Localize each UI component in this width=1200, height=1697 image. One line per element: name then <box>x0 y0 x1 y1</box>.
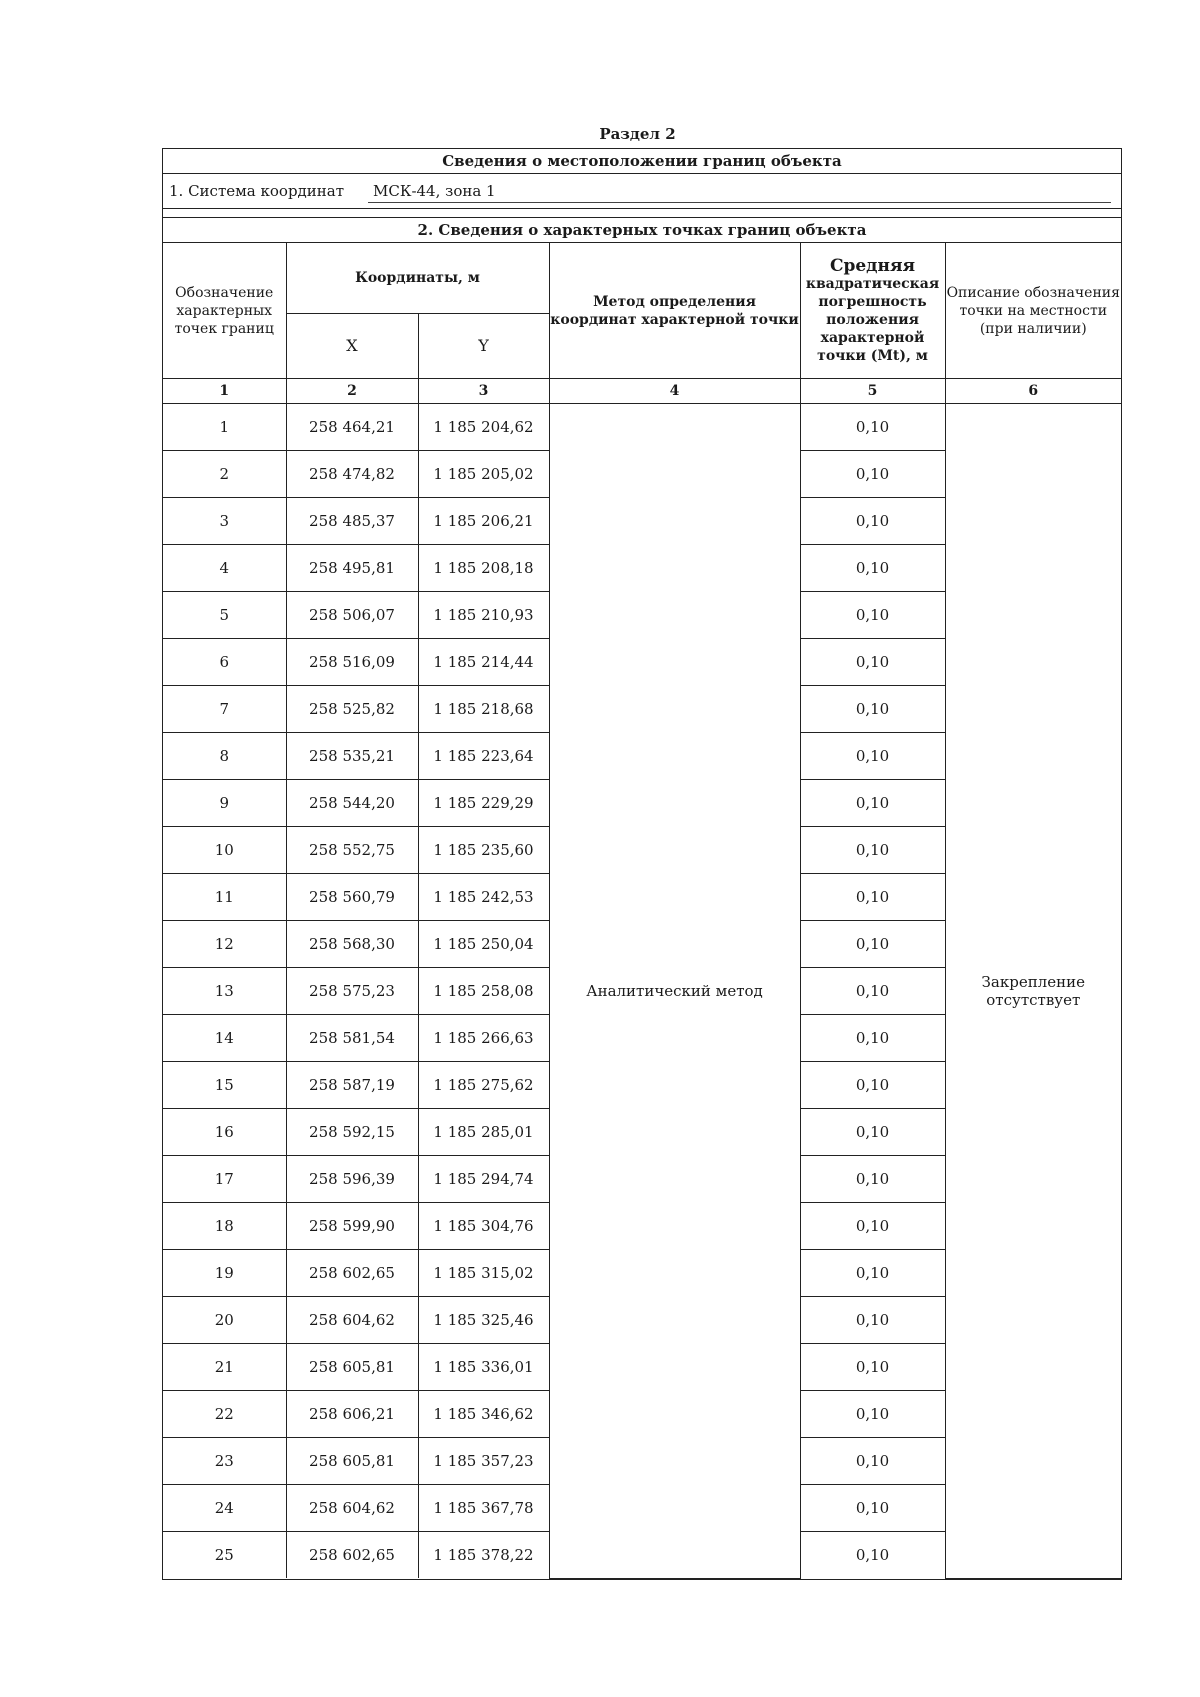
y-coordinate-cell: 1 185 294,74 <box>418 1156 549 1203</box>
point-number-cell: 11 <box>163 874 286 921</box>
y-coordinate-cell: 1 185 336,01 <box>418 1344 549 1391</box>
y-coordinate-cell: 1 185 285,01 <box>418 1109 549 1156</box>
y-coordinate-cell: 1 185 223,64 <box>418 733 549 780</box>
mean-error-cell: 0,10 <box>800 1438 945 1485</box>
point-number-cell: 17 <box>163 1156 286 1203</box>
y-coordinate-cell: 1 185 367,78 <box>418 1485 549 1532</box>
y-coordinate-cell: 1 185 325,46 <box>418 1297 549 1344</box>
point-number-cell: 3 <box>163 498 286 545</box>
mean-error-cell: 0,10 <box>800 1015 945 1062</box>
col-number: 6 <box>945 379 1121 404</box>
mean-error-cell: 0,10 <box>800 1250 945 1297</box>
x-coordinate-cell: 258 596,39 <box>286 1156 418 1203</box>
point-number-cell: 8 <box>163 733 286 780</box>
col-number: 4 <box>549 379 800 404</box>
mean-error-cell: 0,10 <box>800 733 945 780</box>
x-coordinate-cell: 258 604,62 <box>286 1485 418 1532</box>
point-number-cell: 19 <box>163 1250 286 1297</box>
coordinate-system-row <box>163 174 1121 209</box>
value-underline <box>368 202 1111 203</box>
y-coordinate-cell: 1 185 208,18 <box>418 545 549 592</box>
x-coordinate-cell: 258 599,90 <box>286 1203 418 1250</box>
point-number-cell: 2 <box>163 451 286 498</box>
x-coordinate-cell: 258 592,15 <box>286 1109 418 1156</box>
y-coordinate-cell: 1 185 315,02 <box>418 1250 549 1297</box>
y-coordinate-cell: 1 185 242,53 <box>418 874 549 921</box>
y-coordinate-cell: 1 185 250,04 <box>418 921 549 968</box>
method-cell: Аналитический метод <box>549 404 800 1579</box>
x-coordinate-cell: 258 602,65 <box>286 1532 418 1579</box>
col-number: 5 <box>800 379 945 404</box>
header-method: Метод определения координат характерной точки <box>549 243 800 379</box>
mean-error-cell: 0,10 <box>800 404 945 451</box>
x-coordinate-cell: 258 575,23 <box>286 968 418 1015</box>
point-number-cell: 5 <box>163 592 286 639</box>
y-coordinate-cell: 1 185 378,22 <box>418 1532 549 1579</box>
col-number: 1 <box>163 379 286 404</box>
point-number-cell: 24 <box>163 1485 286 1532</box>
table-row <box>163 404 1121 451</box>
x-coordinate-cell: 258 560,79 <box>286 874 418 921</box>
y-coordinate-cell: 1 185 204,62 <box>418 404 549 451</box>
x-coordinate-cell: 258 464,21 <box>286 404 418 451</box>
x-coordinate-cell: 258 474,82 <box>286 451 418 498</box>
mean-error-cell: 0,10 <box>800 498 945 545</box>
x-coordinate-cell: 258 606,21 <box>286 1391 418 1438</box>
mean-error-cell: 0,10 <box>800 1391 945 1438</box>
y-coordinate-cell: 1 185 275,62 <box>418 1062 549 1109</box>
mean-error-cell: 0,10 <box>800 968 945 1015</box>
mean-error-cell: 0,10 <box>800 1109 945 1156</box>
x-coordinate-cell: 258 535,21 <box>286 733 418 780</box>
y-coordinate-cell: 1 185 346,62 <box>418 1391 549 1438</box>
coordinate-system-label: 1. Система координат <box>169 182 345 200</box>
section-heading: Раздел 2 <box>599 125 676 143</box>
y-coordinate-cell: 1 185 218,68 <box>418 686 549 733</box>
col-number: 3 <box>418 379 549 404</box>
point-number-cell: 23 <box>163 1438 286 1485</box>
point-number-cell: 10 <box>163 827 286 874</box>
mean-error-cell: 0,10 <box>800 686 945 733</box>
point-number-cell: 15 <box>163 1062 286 1109</box>
y-coordinate-cell: 1 185 357,23 <box>418 1438 549 1485</box>
sheet-title: Сведения о местоположении границ объекта <box>163 149 1121 174</box>
mean-error-cell: 0,10 <box>800 1485 945 1532</box>
point-number-cell: 14 <box>163 1015 286 1062</box>
y-coordinate-cell: 1 185 214,44 <box>418 639 549 686</box>
coordinate-system-value: МСК-44, зона 1 <box>373 182 496 200</box>
mean-error-cell: 0,10 <box>800 451 945 498</box>
x-coordinate-cell: 258 516,09 <box>286 639 418 686</box>
y-coordinate-cell: 1 185 304,76 <box>418 1203 549 1250</box>
point-number-cell: 25 <box>163 1532 286 1579</box>
y-coordinate-cell: 1 185 235,60 <box>418 827 549 874</box>
header-coordinates: Координаты, м <box>286 243 549 314</box>
col-number: 2 <box>286 379 418 404</box>
boundary-sheet <box>162 148 1122 1580</box>
y-coordinate-cell: 1 185 205,02 <box>418 451 549 498</box>
mean-error-cell: 0,10 <box>800 1156 945 1203</box>
y-coordinate-cell: 1 185 229,29 <box>418 780 549 827</box>
points-body <box>163 404 1121 1579</box>
y-coordinate-cell: 1 185 210,93 <box>418 592 549 639</box>
point-number-cell: 21 <box>163 1344 286 1391</box>
mean-error-cell: 0,10 <box>800 1532 945 1579</box>
x-coordinate-cell: 258 552,75 <box>286 827 418 874</box>
x-coordinate-cell: 258 604,62 <box>286 1297 418 1344</box>
mean-error-cell: 0,10 <box>800 1062 945 1109</box>
mean-error-cell: 0,10 <box>800 921 945 968</box>
y-coordinate-cell: 1 185 258,08 <box>418 968 549 1015</box>
y-coordinate-cell: 1 185 266,63 <box>418 1015 549 1062</box>
mean-error-cell: 0,10 <box>800 1203 945 1250</box>
x-coordinate-cell: 258 525,82 <box>286 686 418 733</box>
x-coordinate-cell: 258 581,54 <box>286 1015 418 1062</box>
header-mean-error-line1: Средняя <box>829 255 916 276</box>
header-mean-error <box>800 243 945 379</box>
point-number-cell: 13 <box>163 968 286 1015</box>
points-subtitle: 2. Сведения о характерных точках границ объекта <box>163 217 1121 243</box>
mean-error-cell: 0,10 <box>800 592 945 639</box>
header-x: X <box>286 314 418 379</box>
x-coordinate-cell: 258 605,81 <box>286 1438 418 1485</box>
mean-error-cell: 0,10 <box>800 827 945 874</box>
header-point-designation: Обозначение характерных точек границ <box>163 243 286 379</box>
x-coordinate-cell: 258 506,07 <box>286 592 418 639</box>
header-mean-error-rest: квадратическая погрешность положения характерной точки (Mt), м <box>805 275 940 364</box>
point-number-cell: 9 <box>163 780 286 827</box>
point-number-cell: 20 <box>163 1297 286 1344</box>
header-description: Описание обозначения точки на местности (при наличии) <box>945 243 1121 379</box>
mean-error-cell: 0,10 <box>800 780 945 827</box>
points-table <box>163 243 1121 1579</box>
mean-error-cell: 0,10 <box>800 1297 945 1344</box>
point-number-cell: 1 <box>163 404 286 451</box>
point-number-cell: 6 <box>163 639 286 686</box>
x-coordinate-cell: 258 568,30 <box>286 921 418 968</box>
x-coordinate-cell: 258 605,81 <box>286 1344 418 1391</box>
x-coordinate-cell: 258 544,20 <box>286 780 418 827</box>
mean-error-cell: 0,10 <box>800 545 945 592</box>
column-number-row <box>163 379 1121 404</box>
x-coordinate-cell: 258 495,81 <box>286 545 418 592</box>
description-cell: Закрепление отсутствует <box>945 404 1121 1579</box>
point-number-cell: 7 <box>163 686 286 733</box>
point-number-cell: 4 <box>163 545 286 592</box>
mean-error-cell: 0,10 <box>800 1344 945 1391</box>
x-coordinate-cell: 258 485,37 <box>286 498 418 545</box>
mean-error-cell: 0,10 <box>800 639 945 686</box>
point-number-cell: 22 <box>163 1391 286 1438</box>
mean-error-cell: 0,10 <box>800 874 945 921</box>
y-coordinate-cell: 1 185 206,21 <box>418 498 549 545</box>
x-coordinate-cell: 258 602,65 <box>286 1250 418 1297</box>
point-number-cell: 16 <box>163 1109 286 1156</box>
x-coordinate-cell: 258 587,19 <box>286 1062 418 1109</box>
point-number-cell: 18 <box>163 1203 286 1250</box>
header-y: Y <box>418 314 549 379</box>
point-number-cell: 12 <box>163 921 286 968</box>
